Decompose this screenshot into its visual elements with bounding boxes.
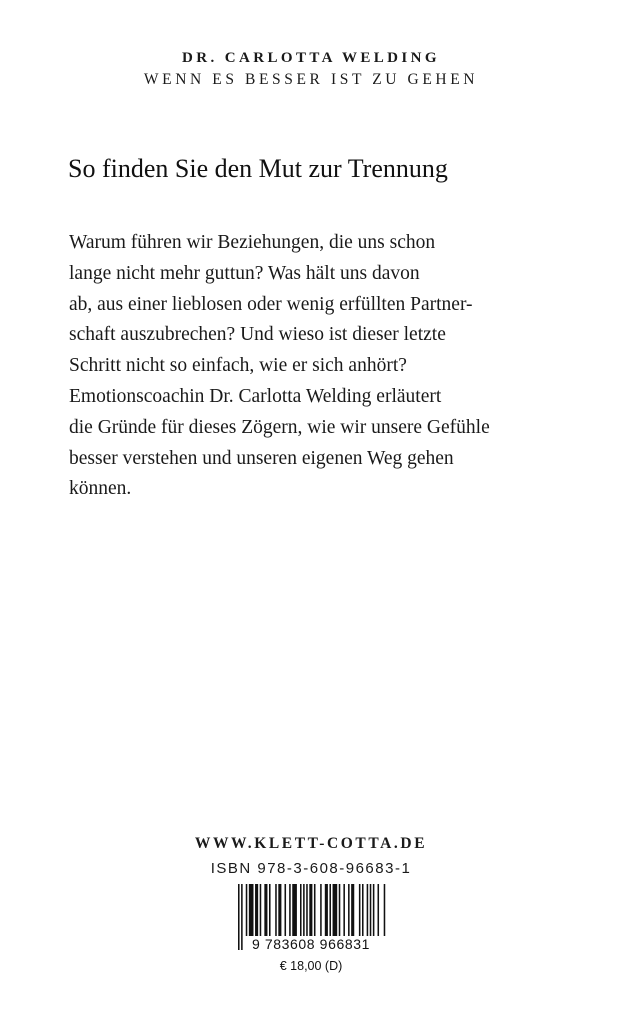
barcode-bar	[359, 884, 361, 936]
blurb-line: können.	[69, 478, 132, 500]
barcode-bar	[343, 884, 345, 936]
barcode-bar	[260, 884, 262, 936]
blurb-line: ab, aus einer lieblosen oder wenig erfüllten Partner-	[69, 293, 473, 315]
barcode-bar	[370, 884, 372, 936]
barcode-bar	[300, 884, 302, 936]
cover-header	[0, 47, 622, 91]
barcode-bar	[351, 884, 354, 936]
author-name: DR. CARLOTTA WELDING	[182, 50, 440, 66]
blurb-line: Warum führen wir Beziehungen, die uns schon	[69, 232, 436, 253]
barcode-digits-text: 9 783608 966831	[252, 936, 370, 952]
blurb-line: besser verstehen und unseren eigenen Weg gehen	[69, 447, 454, 469]
barcode-bar	[269, 884, 271, 936]
barcode-bar	[314, 884, 316, 936]
barcode-bar	[378, 884, 380, 936]
barcode-bar	[329, 884, 331, 936]
publisher-website: WWW.KLETT-COTTA.DE	[194, 835, 428, 852]
barcode-bar	[285, 884, 287, 936]
blurb-line: schaft auszubrechen? Und wieso ist dieser letzte	[69, 324, 446, 346]
barcode-digits	[226, 935, 396, 953]
isbn-number: ISBN 978-3-608-96683-1	[210, 860, 412, 877]
price-label: € 18,00 (D)	[279, 959, 343, 973]
book-subtitle: So finden Sie den Mut zur Trennung	[68, 154, 448, 183]
blurb-line: Emotionscoachin Dr. Carlotta Welding erläutert	[69, 385, 442, 407]
barcode-bar	[292, 884, 297, 936]
imprint-block	[0, 832, 622, 880]
barcode-bar	[255, 884, 258, 936]
blurb-line: Schritt nicht so einfach, wie er sich anhört?	[69, 355, 407, 377]
barcode-bar	[264, 884, 267, 936]
barcode-bar	[278, 884, 281, 936]
barcode-bar	[249, 884, 254, 936]
barcode-bar	[306, 884, 308, 936]
barcode-bar	[275, 884, 277, 936]
barcode-bar	[367, 884, 369, 936]
barcode-bar	[384, 884, 386, 936]
blurb-text	[69, 228, 569, 505]
book-title: WENN ES BESSER IST ZU GEHEN	[143, 71, 479, 88]
barcode-bar	[309, 884, 312, 936]
barcode-bar	[303, 884, 305, 936]
barcode-bar	[362, 884, 364, 936]
barcode-bar	[333, 884, 338, 936]
blurb-line: lange nicht mehr guttun? Was hält uns davon	[69, 262, 420, 284]
barcode-bar	[339, 884, 341, 936]
barcode-bar	[289, 884, 291, 936]
barcode-bar	[348, 884, 350, 936]
barcode-bar	[246, 884, 248, 936]
barcode-bar	[373, 884, 375, 936]
blurb-line: die Gründe für dieses Zögern, wie wir unsere Gefühle	[69, 416, 490, 438]
